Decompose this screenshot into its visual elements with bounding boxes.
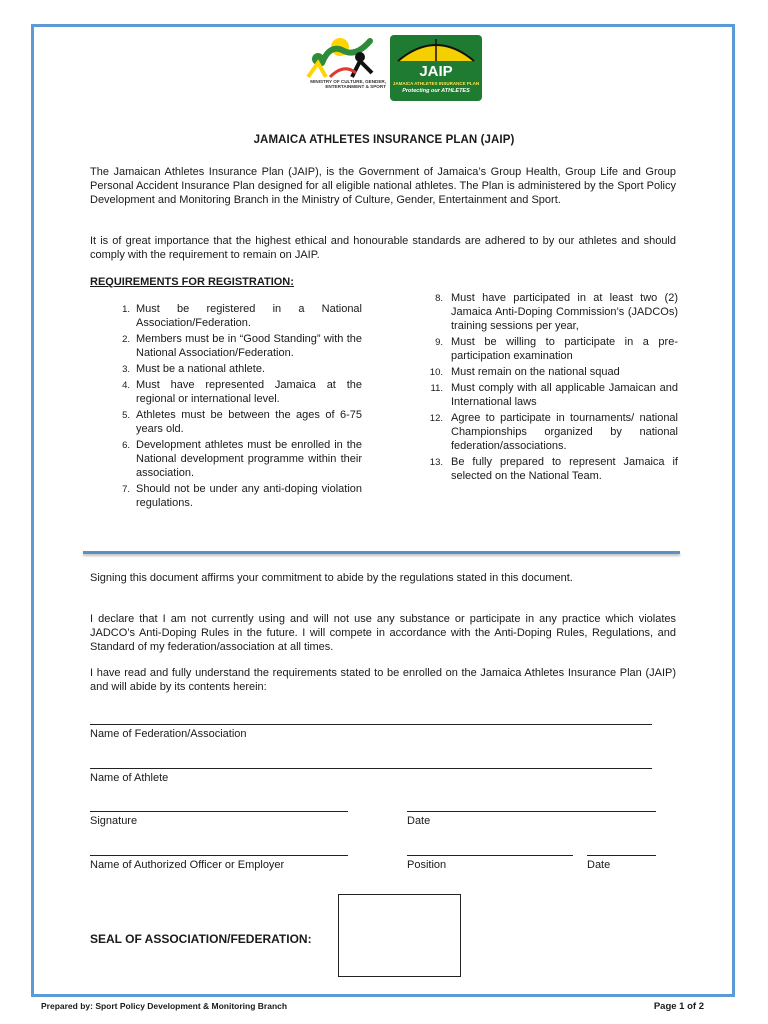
document-title: JAMAICA ATHLETES INSURANCE PLAN (JAIP) — [253, 134, 515, 146]
list-item — [122, 332, 362, 360]
list-item — [435, 291, 678, 333]
declaration-paragraph-1: Signing this document affirms your commitment to abide by the regulations stated in this document. — [90, 572, 573, 584]
footer-prepared-by: Prepared by: Sport Policy Development & Monitoring Branch — [41, 1001, 288, 1011]
ministry-logo-text: MINISTRY OF CULTURE, GENDER, ENTERTAINMENT & SPORT — [310, 79, 386, 90]
list-item-number: 6. — [122, 440, 130, 451]
list-item-text: Athletes must be between the ages of 6-75 years old. — [136, 409, 362, 435]
list-item — [429, 365, 678, 379]
position-field-line[interactable] — [407, 855, 573, 856]
declaration-paragraph-3: I have read and fully understand the requirements stated to be enrolled on the Jamaica Athletes Insurance Plan (JAIP) and will abide by its contents herein: — [90, 667, 676, 693]
list-item-text: Members must be in “Good Standing” with the National Association/Federation. — [136, 333, 362, 359]
jaip-logo-fullname: JAMAICA ATHLETES INSURANCE PLAN — [392, 81, 480, 86]
seal-label: SEAL OF ASSOCIATION/FEDERATION: — [90, 932, 312, 946]
list-item-text: Must be willing to participate in a pre-participation examination — [451, 336, 678, 362]
ministry-emblem-icon — [300, 33, 386, 79]
list-item-number: 12. — [429, 413, 443, 424]
officer-date-field-label: Date — [587, 859, 611, 871]
officer-name-field-label: Name of Authorized Officer or Employer — [90, 859, 285, 871]
list-item — [430, 381, 678, 409]
position-field-label: Position — [407, 859, 447, 871]
officer-date-field-line[interactable] — [587, 855, 656, 856]
list-item-text: Be fully prepared to represent Jamaica if selected on the National Team. — [451, 456, 678, 482]
federation-field-label: Name of Federation/Association — [90, 728, 247, 740]
list-item-text: Must be a national athlete. — [136, 363, 266, 375]
list-item-number: 3. — [122, 364, 130, 375]
list-item-number: 7. — [122, 484, 130, 495]
list-item — [122, 438, 362, 480]
signature-field-label: Signature — [90, 815, 138, 827]
seal-box[interactable] — [338, 894, 461, 977]
footer-page-number: Page 1 of 2 — [653, 1001, 704, 1012]
list-item-number: 2. — [122, 334, 130, 345]
requirements-heading — [90, 276, 294, 288]
list-item-number: 10. — [429, 367, 443, 378]
jaip-logo-wordmark: JAIP — [419, 63, 453, 80]
list-item-text: Development athletes must be enrolled in the National development programme within their association. — [136, 439, 362, 479]
list-item — [122, 362, 362, 376]
list-item-number: 8. — [435, 293, 443, 304]
requirements-heading-colon: : — [290, 276, 294, 288]
jaip-logo — [390, 35, 482, 101]
jaip-logo-tagline: Protecting our ATHLETES — [402, 88, 470, 94]
requirements-list-right — [429, 291, 678, 485]
date-field-label: Date — [407, 815, 431, 827]
signature-field-line[interactable] — [90, 811, 348, 812]
list-item-text: Must have participated in at least two (2) Jamaica Anti-Doping Commission’s (JADCOs) training sessions per year, — [451, 292, 678, 332]
list-item — [122, 302, 362, 330]
list-item-number: 5. — [122, 410, 130, 421]
declaration-paragraph-2: I declare that I am not currently using and will not use any substance or participate in any practice which violates JADCO’s Anti-Doping Rules in the future. I will compete in accordance with the Anti-Doping Rules, Regulations, and Standard of my federation/association at all times. — [90, 613, 676, 653]
list-item-number: 13. — [429, 457, 443, 468]
list-item-text: Must be registered in a National Association/Federation. — [136, 303, 362, 329]
list-item-number: 1. — [122, 304, 130, 315]
requirements-heading-text: REQUIREMENTS FOR REGISTRATION — [90, 276, 291, 288]
list-item — [435, 335, 678, 363]
list-item — [122, 378, 362, 406]
list-item-text: Agree to participate in tournaments/ national Championships organized by national federation/associations. — [451, 412, 678, 452]
list-item — [122, 482, 362, 510]
federation-field-line[interactable] — [90, 724, 652, 725]
list-item — [429, 411, 678, 453]
officer-name-field-line[interactable] — [90, 855, 348, 856]
ministry-logo — [300, 33, 386, 105]
athlete-name-field-label: Name of Athlete — [90, 772, 169, 784]
list-item-text: Must have represented Jamaica at the regional or international level. — [136, 379, 362, 405]
list-item-number: 11. — [430, 383, 443, 394]
list-item — [429, 455, 678, 483]
list-item — [122, 408, 362, 436]
list-item-text: Must remain on the national squad — [451, 366, 620, 378]
list-item-number: 9. — [435, 337, 443, 348]
section-divider — [83, 551, 680, 554]
list-item-text: Should not be under any anti-doping violation regulations. — [136, 483, 362, 509]
requirements-list-left — [122, 302, 362, 512]
athlete-name-field-line[interactable] — [90, 768, 652, 769]
date-field-line[interactable] — [407, 811, 656, 812]
list-item-text: Must comply with all applicable Jamaican and International laws — [451, 382, 678, 408]
list-item-number: 4. — [122, 380, 130, 391]
header-logos — [300, 33, 490, 105]
standards-paragraph: It is of great importance that the highest ethical and honourable standards are adhered to by our athletes and should comply with the requirement to remain on JAIP. — [90, 235, 676, 261]
intro-paragraph: The Jamaican Athletes Insurance Plan (JAIP), is the Government of Jamaica’s Group Health, Group Life and Group Personal Accident Insurance Plan designed for all eligible national athletes. The Plan is administered by the Sport Policy Development and Monitoring Branch in the Ministry of Culture, Gender, Entertainment and Sport. — [90, 166, 676, 206]
